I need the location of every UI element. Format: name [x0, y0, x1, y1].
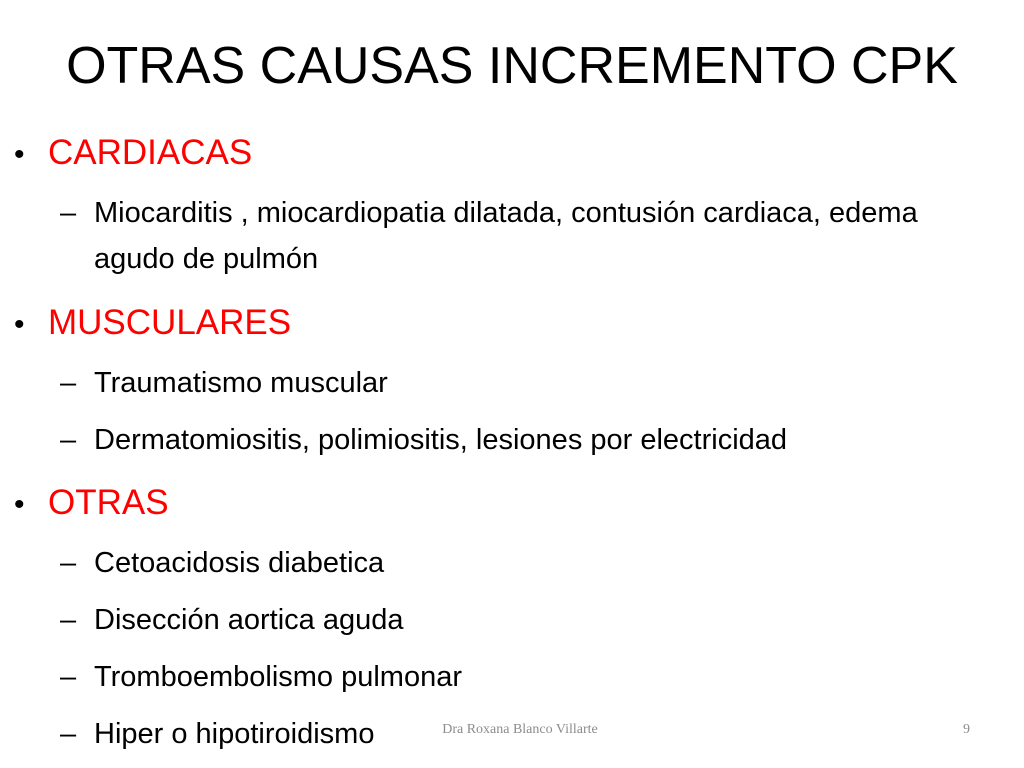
section-heading-cardiacas — [14, 133, 252, 175]
dash-icon: – — [60, 547, 77, 579]
list-item-text: Cetoacidosis diabetica — [94, 547, 385, 579]
list-item — [60, 417, 787, 463]
list-item-text: Dermatomiositis, polimiositis, lesiones por electricidad — [94, 424, 788, 456]
slide-title: OTRAS CAUSAS INCREMENTO CPK — [66, 37, 958, 95]
bullet-icon: • — [14, 138, 25, 171]
dash-icon: – — [60, 718, 77, 750]
dash-icon: – — [60, 424, 77, 456]
dash-icon: – — [60, 367, 77, 399]
section-heading-otras — [14, 483, 169, 525]
bullet-icon: • — [14, 488, 25, 521]
list-item — [60, 360, 388, 406]
list-item-text: Tromboembolismo pulmonar — [94, 661, 463, 693]
dash-icon: – — [60, 661, 77, 693]
list-item-text: Hiper o hipotiroidismo — [94, 718, 375, 750]
list-item-text: Traumatismo muscular — [94, 367, 388, 399]
footer-author: Dra Roxana Blanco Villarte — [442, 722, 598, 737]
dash-icon: – — [60, 197, 77, 229]
section-heading-label: OTRAS — [48, 483, 169, 522]
dash-icon: – — [60, 604, 77, 636]
slide-number: 9 — [963, 722, 970, 737]
section-heading-label: MUSCULARES — [48, 303, 292, 342]
bullet-icon: • — [14, 308, 25, 341]
list-item — [60, 540, 384, 586]
list-item — [60, 597, 404, 643]
list-item — [60, 711, 374, 757]
list-item-text: Disección aortica aguda — [94, 604, 404, 636]
list-item-text: Miocarditis , miocardiopatia dilatada, contusión cardiaca, edema agudo de pulmón — [94, 197, 918, 275]
list-item — [60, 190, 954, 282]
section-heading-musculares — [14, 303, 291, 345]
section-heading-label: CARDIACAS — [48, 133, 253, 172]
list-item — [60, 654, 462, 700]
